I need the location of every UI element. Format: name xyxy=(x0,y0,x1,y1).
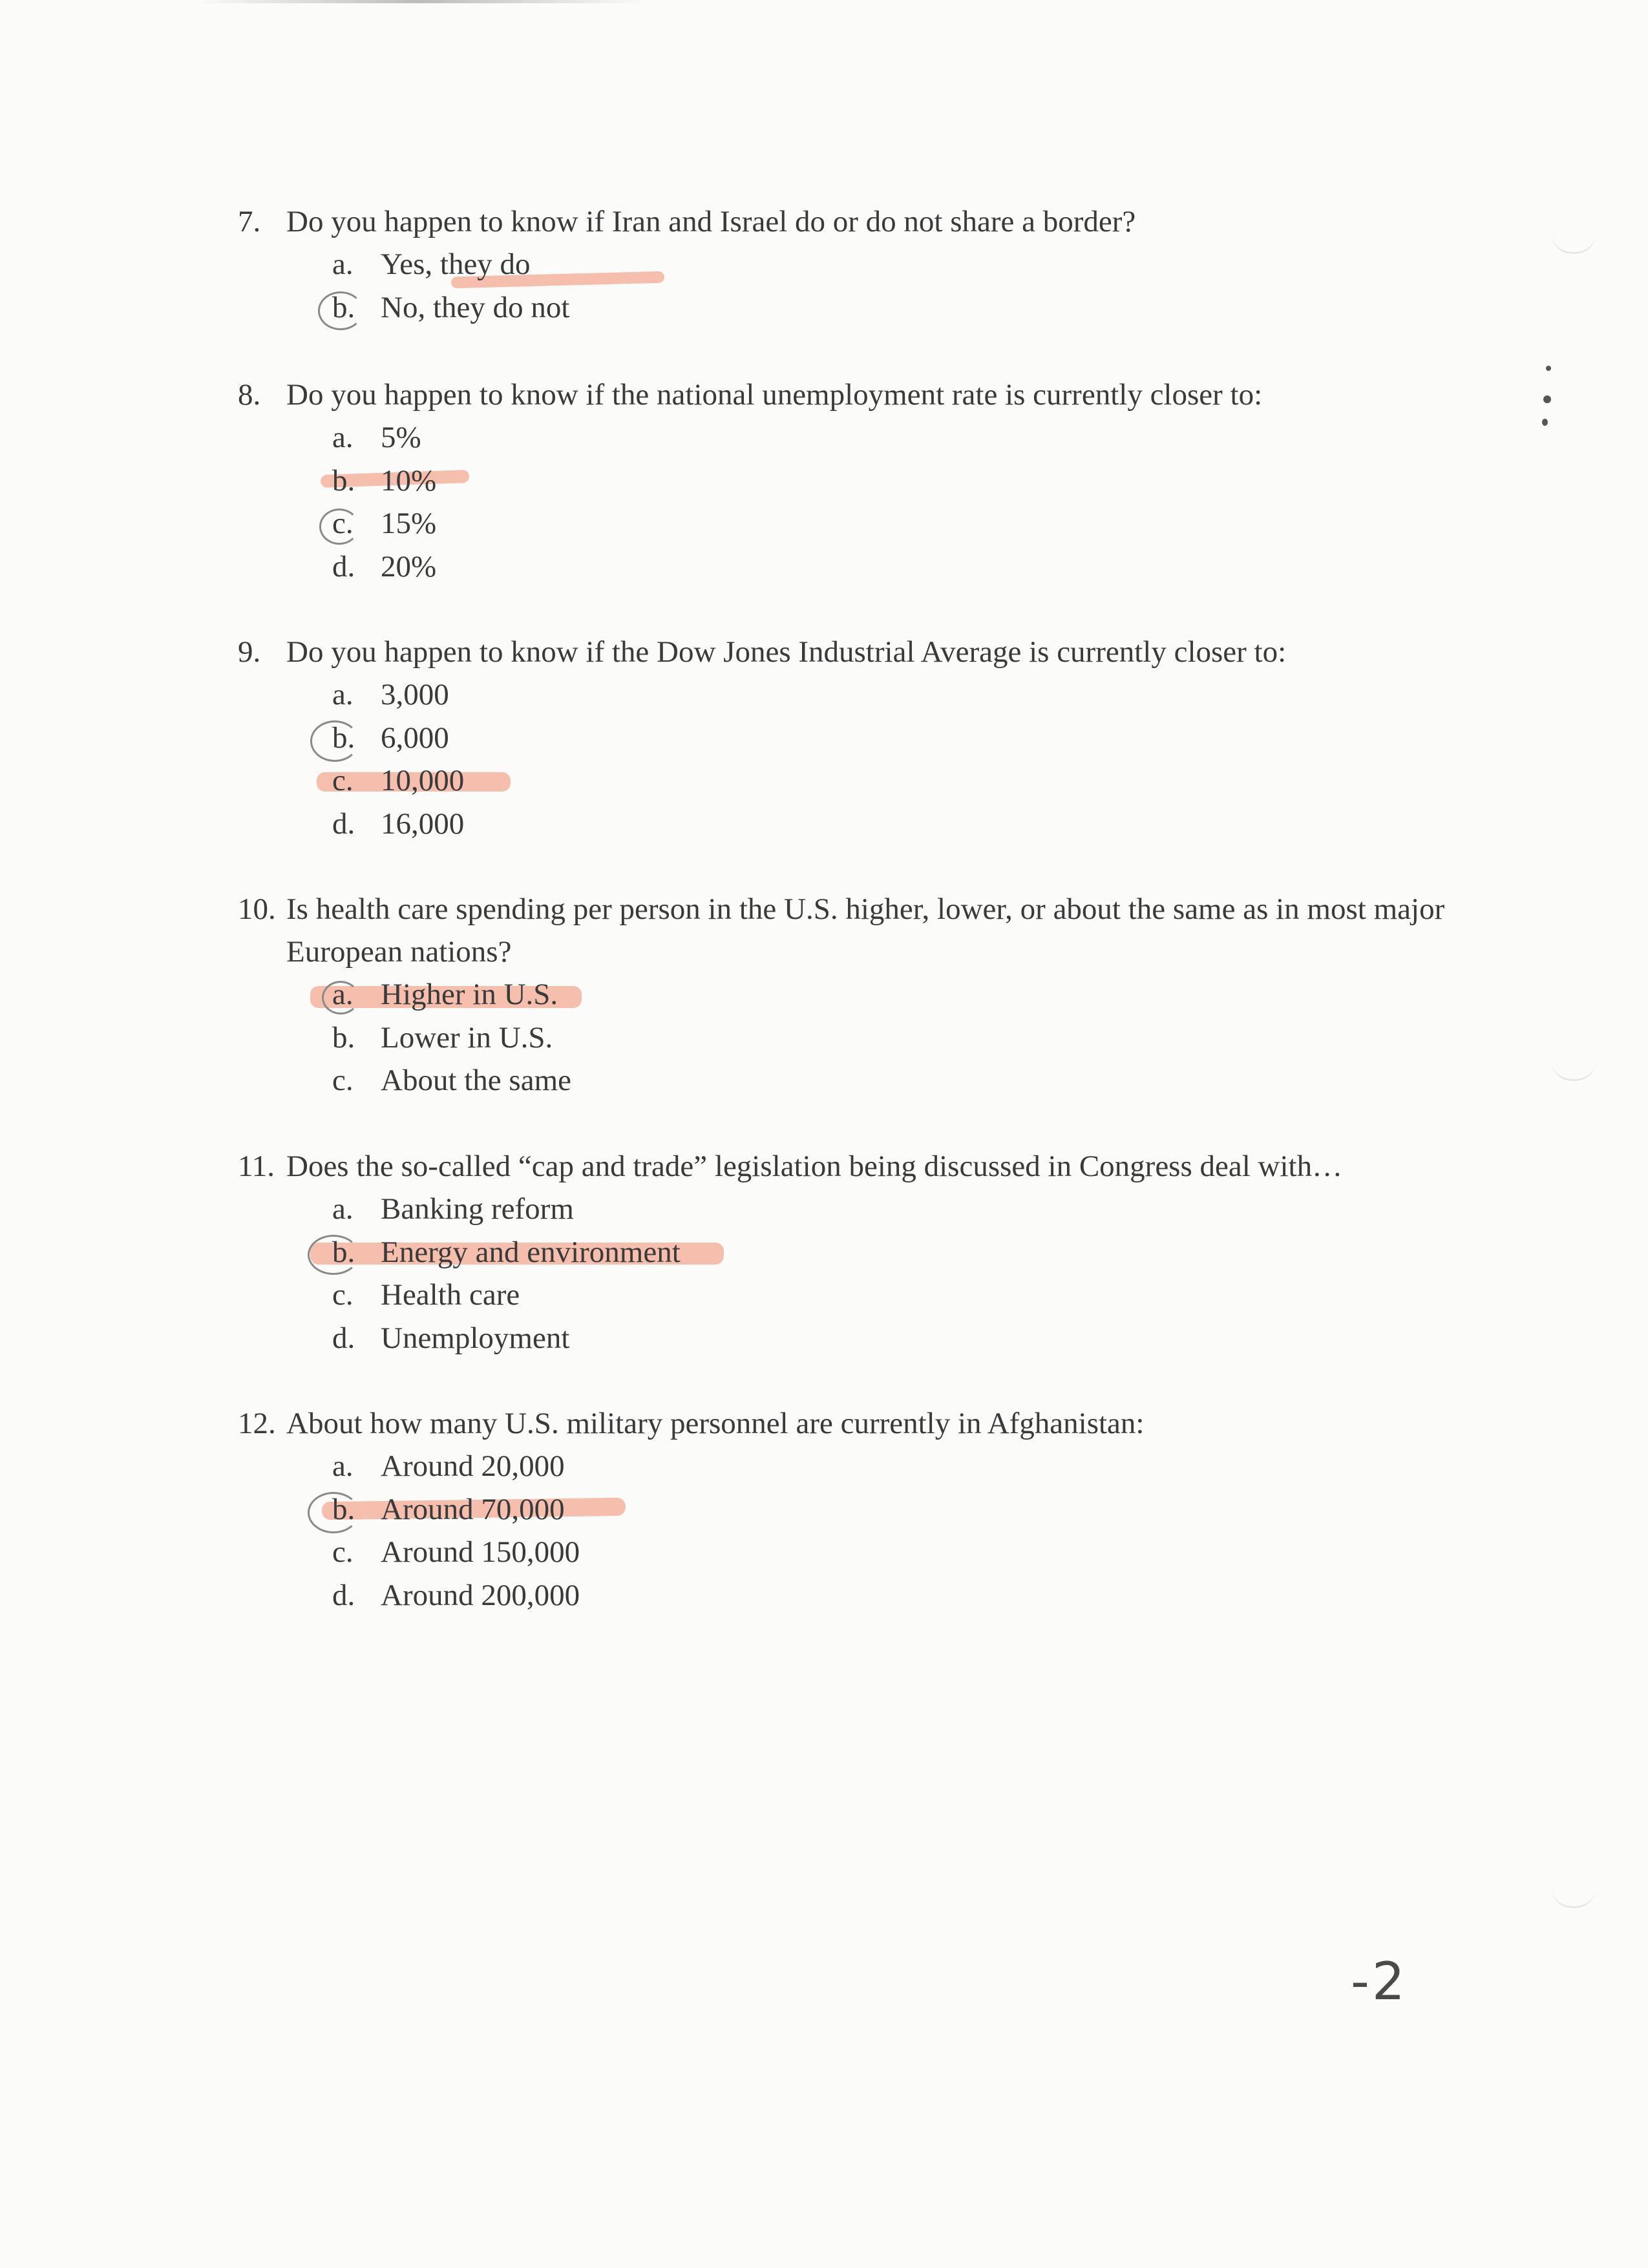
option-text: Yes, they do xyxy=(381,247,531,281)
question-number: 12. xyxy=(238,1407,276,1440)
option-11d xyxy=(238,1317,1466,1360)
paper-edge-mark xyxy=(1551,233,1596,254)
option-text: Lower in U.S. xyxy=(381,1020,553,1055)
option-11c xyxy=(238,1274,1466,1317)
option-letter: b. xyxy=(332,1020,355,1055)
option-letter: d. xyxy=(332,549,355,583)
option-text: 3,000 xyxy=(381,678,449,711)
answer-options xyxy=(238,243,1466,329)
option-10c xyxy=(238,1059,1466,1102)
question-text: Does the so-called “cap and trade” legislation being discussed in Congress deal with… xyxy=(286,1150,1343,1183)
paper-edge-mark xyxy=(1551,1060,1596,1081)
option-text: 10,000 xyxy=(381,764,465,797)
option-9a xyxy=(238,673,1466,717)
option-text: 10% xyxy=(381,463,437,498)
scan-speck xyxy=(1542,419,1548,426)
paper-edge-mark xyxy=(1551,1887,1596,1908)
option-text: 6,000 xyxy=(381,720,449,755)
option-text: Around 150,000 xyxy=(381,1535,580,1569)
option-letter: a. xyxy=(332,678,354,711)
option-letter: a. xyxy=(332,247,354,281)
answer-options xyxy=(238,1188,1466,1360)
question-number: 8. xyxy=(238,378,261,412)
scan-edge-shadow xyxy=(194,0,646,3)
question-text: Do you happen to know if Iran and Israel do or do not share a border? xyxy=(286,205,1136,238)
option-text: About the same xyxy=(381,1064,571,1097)
scan-speck xyxy=(1546,366,1551,371)
question-stem xyxy=(238,1402,1466,1445)
question-number: 9. xyxy=(238,635,261,669)
answer-options xyxy=(238,973,1466,1102)
option-text: 5% xyxy=(381,421,421,454)
option-11a xyxy=(238,1188,1466,1231)
option-12b xyxy=(238,1488,1466,1531)
option-8c xyxy=(238,502,1466,545)
question-stem xyxy=(238,888,1466,973)
option-text: Higher in U.S. xyxy=(381,978,558,1011)
option-12c xyxy=(238,1531,1466,1574)
option-text: Energy and environment xyxy=(381,1235,681,1269)
option-letter: c. xyxy=(332,764,354,797)
option-text: 16,000 xyxy=(381,806,465,841)
question-number: 11. xyxy=(238,1150,275,1183)
question-stem xyxy=(238,1145,1466,1188)
option-letter: d. xyxy=(332,1578,355,1612)
option-letter: c. xyxy=(332,1064,354,1097)
option-letter: d. xyxy=(332,806,355,841)
option-letter: c. xyxy=(332,1535,354,1569)
question-text: About how many U.S. military personnel are currently in Afghanistan: xyxy=(286,1407,1145,1440)
option-text: Around 20,000 xyxy=(381,1449,565,1483)
question-9 xyxy=(238,631,1466,845)
scan-speck xyxy=(1543,395,1551,403)
question-10 xyxy=(238,888,1466,1102)
option-text: No, they do not xyxy=(381,290,570,324)
option-letter: b. xyxy=(332,1235,355,1269)
answer-options xyxy=(238,416,1466,588)
question-7 xyxy=(238,200,1466,329)
option-8d xyxy=(238,545,1466,589)
question-text: Do you happen to know if the Dow Jones Industrial Average is currently closer to: xyxy=(286,635,1287,669)
question-number: 10. xyxy=(238,892,276,926)
option-7a xyxy=(238,243,1466,286)
option-text: 15% xyxy=(381,507,437,540)
option-letter: b. xyxy=(332,720,355,755)
question-8 xyxy=(238,373,1466,588)
option-9b xyxy=(238,717,1466,760)
option-letter: c. xyxy=(332,1278,354,1312)
question-text: Do you happen to know if the national unemployment rate is currently closer to: xyxy=(286,378,1263,412)
option-letter: b. xyxy=(332,463,355,498)
option-8b xyxy=(238,459,1466,503)
answer-options xyxy=(238,1445,1466,1617)
option-10b xyxy=(238,1016,1466,1060)
option-text: Banking reform xyxy=(381,1192,574,1226)
option-letter: c. xyxy=(332,507,354,540)
option-9d xyxy=(238,803,1466,846)
option-text: 20% xyxy=(381,549,437,583)
option-text: Unemployment xyxy=(381,1321,570,1355)
option-10a xyxy=(238,973,1466,1016)
option-letter: a. xyxy=(332,421,354,454)
option-letter: a. xyxy=(332,1192,354,1226)
option-letter: a. xyxy=(332,978,354,1011)
option-text: Health care xyxy=(381,1278,520,1312)
option-text: Around 70,000 xyxy=(381,1492,565,1526)
option-letter: a. xyxy=(332,1449,354,1483)
option-letter: b. xyxy=(332,290,355,324)
answer-options xyxy=(238,673,1466,845)
option-8a xyxy=(238,416,1466,459)
option-11b xyxy=(238,1231,1466,1274)
option-7b xyxy=(238,286,1466,330)
question-text: Is health care spending per person in the U.S. higher, lower, or about the same as in most major European nations? xyxy=(286,892,1445,969)
option-letter: d. xyxy=(332,1321,355,1355)
option-9c xyxy=(238,759,1466,803)
option-text: Around 200,000 xyxy=(381,1578,580,1612)
question-stem xyxy=(238,631,1466,673)
question-stem xyxy=(238,373,1466,416)
option-12a xyxy=(238,1445,1466,1488)
question-11 xyxy=(238,1145,1466,1360)
question-stem xyxy=(238,200,1466,243)
handwritten-page-number: -2 xyxy=(1351,1951,1408,2011)
question-number: 7. xyxy=(238,205,261,238)
option-letter: b. xyxy=(332,1492,355,1526)
option-12d xyxy=(238,1574,1466,1617)
question-12 xyxy=(238,1402,1466,1617)
